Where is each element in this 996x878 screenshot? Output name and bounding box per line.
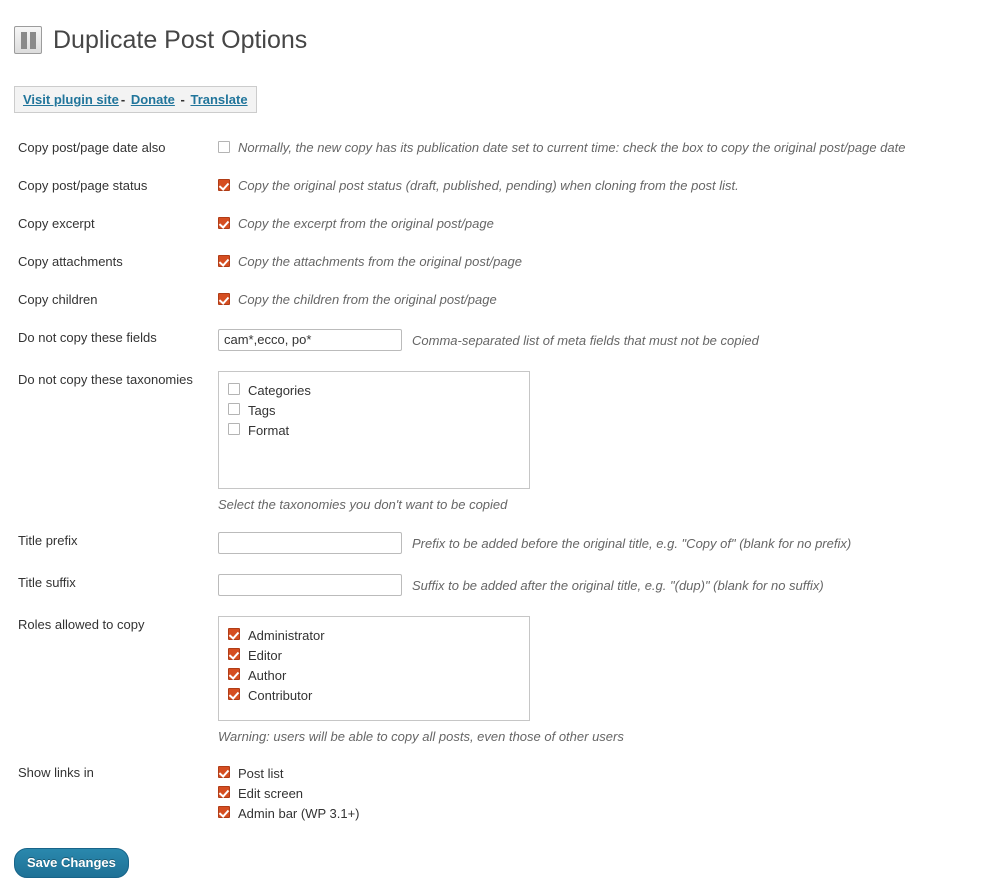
label-copy-date: Copy post/page date also <box>18 139 166 155</box>
desc-copy-children: Copy the children from the original post/page <box>238 291 497 307</box>
visit-plugin-site-link[interactable]: Visit plugin site <box>23 91 119 107</box>
checkbox-role-contributor[interactable] <box>228 688 240 700</box>
label-skip-fields: Do not copy these fields <box>18 329 157 345</box>
label-copy-status: Copy post/page status <box>18 177 148 193</box>
label-copy-excerpt: Copy excerpt <box>18 215 95 231</box>
taxonomy-label: Categories <box>248 382 311 398</box>
list-item[interactable] <box>228 421 521 441</box>
label-skip-taxonomies: Do not copy these taxonomies <box>18 371 193 387</box>
options-form-table <box>0 129 996 834</box>
checkbox-copy-status[interactable] <box>218 179 230 191</box>
checkbox-taxonomy-format[interactable] <box>228 423 240 435</box>
title-prefix-input[interactable] <box>218 532 402 554</box>
title-suffix-input[interactable] <box>218 574 402 596</box>
row-copy-excerpt <box>0 205 996 243</box>
label-show-links: Show links in <box>18 764 94 780</box>
checkbox-show-edit-screen[interactable] <box>218 786 230 798</box>
checkbox-copy-date[interactable] <box>218 141 230 153</box>
donate-link[interactable]: Donate <box>130 91 175 107</box>
roles-listbox[interactable] <box>218 616 530 721</box>
label-title-prefix: Title prefix <box>18 532 78 548</box>
desc-title-prefix: Prefix to be added before the original title, e.g. "Copy of" (blank for no prefix) <box>412 535 852 551</box>
checkbox-taxonomy-tags[interactable] <box>228 403 240 415</box>
label-copy-children: Copy children <box>18 291 98 307</box>
checkbox-show-admin-bar[interactable] <box>218 806 230 818</box>
checkbox-role-editor[interactable] <box>228 648 240 660</box>
checkbox-show-post-list[interactable] <box>218 766 230 778</box>
desc-copy-attachments: Copy the attachments from the original post/page <box>238 253 522 269</box>
role-label: Contributor <box>248 687 313 703</box>
row-skip-fields <box>0 319 996 361</box>
note-skip-taxonomies: Select the taxonomies you don't want to be copied <box>218 496 508 512</box>
label-roles: Roles allowed to copy <box>18 616 145 632</box>
taxonomy-label: Format <box>248 422 290 438</box>
list-item[interactable] <box>228 381 521 401</box>
page-header <box>0 0 996 76</box>
label-title-suffix: Title suffix <box>18 574 76 590</box>
save-changes-button[interactable]: Save Changes <box>14 848 129 878</box>
desc-copy-date: Normally, the new copy has its publication date set to current time: check the box to copy the original post/page date <box>238 139 906 155</box>
list-item[interactable] <box>218 764 986 784</box>
role-label: Administrator <box>248 627 325 643</box>
desc-title-suffix: Suffix to be added after the original title, e.g. "(dup)" (blank for no suffix) <box>412 577 824 593</box>
checkbox-role-author[interactable] <box>228 668 240 680</box>
show-link-label: Edit screen <box>238 785 304 801</box>
checkbox-role-administrator[interactable] <box>228 628 240 640</box>
role-label: Author <box>248 667 287 683</box>
checkbox-taxonomy-categories[interactable] <box>228 383 240 395</box>
row-copy-attachments <box>0 243 996 281</box>
links-separator-2: - <box>180 91 185 107</box>
note-roles-warning: Warning: users will be able to copy all posts, even those of other users <box>218 728 624 744</box>
list-item[interactable] <box>228 686 521 706</box>
skip-fields-input[interactable] <box>218 329 402 351</box>
show-link-label: Admin bar (WP 3.1+) <box>238 805 360 821</box>
translate-link[interactable]: Translate <box>190 91 248 107</box>
row-roles <box>0 606 996 754</box>
plugin-links-bar <box>14 86 257 113</box>
list-item[interactable] <box>218 784 986 804</box>
desc-copy-status: Copy the original post status (draft, published, pending) when cloning from the post list. <box>238 177 739 193</box>
duplicate-post-icon <box>14 26 42 54</box>
role-label: Editor <box>248 647 282 663</box>
label-copy-attachments: Copy attachments <box>18 253 123 269</box>
page-title: Duplicate Post Options <box>53 25 308 54</box>
row-copy-status <box>0 167 996 205</box>
row-title-suffix <box>0 564 996 606</box>
row-show-links <box>0 754 996 834</box>
row-title-prefix <box>0 522 996 564</box>
row-copy-children <box>0 281 996 319</box>
desc-skip-fields: Comma-separated list of meta fields that must not be copied <box>412 332 759 348</box>
list-item[interactable] <box>228 646 521 666</box>
row-skip-taxonomies <box>0 361 996 522</box>
links-separator-1: - <box>120 91 126 107</box>
list-item[interactable] <box>218 804 986 824</box>
checkbox-copy-excerpt[interactable] <box>218 217 230 229</box>
desc-copy-excerpt: Copy the excerpt from the original post/page <box>238 215 494 231</box>
show-link-label: Post list <box>238 765 284 781</box>
checkbox-copy-children[interactable] <box>218 293 230 305</box>
checkbox-copy-attachments[interactable] <box>218 255 230 267</box>
taxonomies-listbox[interactable] <box>218 371 530 489</box>
list-item[interactable] <box>228 666 521 686</box>
show-links-group <box>218 764 986 824</box>
submit-area <box>0 834 996 878</box>
list-item[interactable] <box>228 626 521 646</box>
row-copy-date <box>0 129 996 167</box>
list-item[interactable] <box>228 401 521 421</box>
taxonomy-label: Tags <box>248 402 276 418</box>
